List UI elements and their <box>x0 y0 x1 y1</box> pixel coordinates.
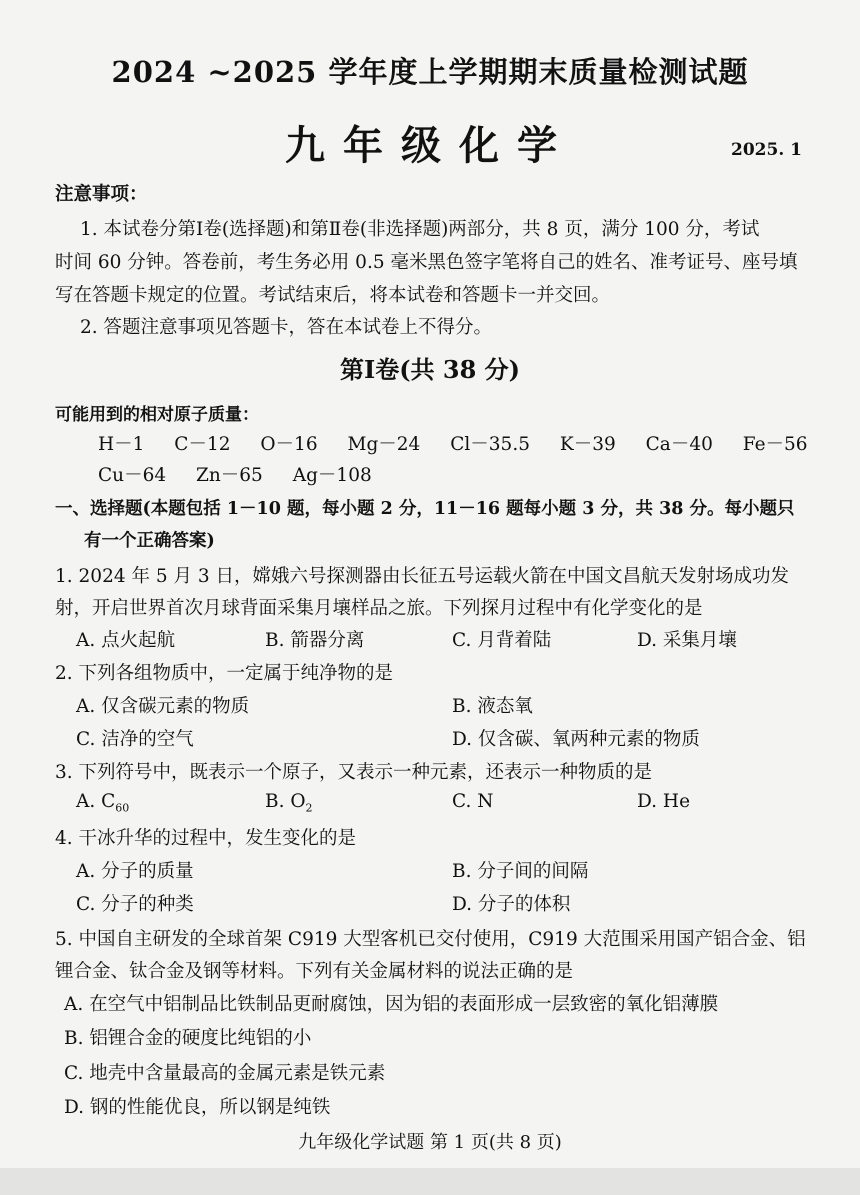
mass-ca: Ca－40 <box>645 434 713 455</box>
notice-item-1-line-2: 时间 60 分钟。答卷前，考生务必用 0.5 毫米黑色签字笔将自己的姓名、准考证号、座号填 <box>55 252 798 273</box>
q1-option-c: C. 月背着陆 <box>452 630 552 651</box>
atomic-masses-row-2 <box>98 461 396 487</box>
mass-cl: Cl－35.5 <box>450 434 530 455</box>
atomic-masses-heading: 可能用到的相对原子质量： <box>55 405 259 425</box>
question-3: 3. 下列符号中，既表示一个原子，又表示一种元素，还表示一种物质的是 <box>55 762 653 783</box>
mass-h: H－1 <box>98 434 145 455</box>
question-1-line-2: 射，开启世界首次月球背面采集月壤样品之旅。下列探月过程中有化学变化的是 <box>55 598 703 619</box>
question-5-line-1: 5. 中国自主研发的全球首架 C919 大型客机已交付使用，C919 大范围采用国产铝合金、铝 <box>55 929 806 950</box>
mass-zn: Zn－65 <box>196 465 263 486</box>
question-2: 2. 下列各组物质中，一定属于纯净物的是 <box>55 663 394 684</box>
q4-option-b: B. 分子间的间隔 <box>452 861 589 882</box>
q2-option-d: D. 仅含碳、氧两种元素的物质 <box>452 729 700 750</box>
q1-option-d: D. 采集月壤 <box>637 630 737 651</box>
q5-option-c: C. 地壳中含量最高的金属元素是铁元素 <box>64 1063 386 1084</box>
mass-cu: Cu－64 <box>98 465 167 486</box>
question-1-line-1: 1. 2024 年 5 月 3 日，嫦娥六号探测器由长征五号运载火箭在中国文昌航天发射场成功发 <box>55 566 790 587</box>
q3-option-d: D. He <box>637 791 691 812</box>
mass-o: O－16 <box>260 434 318 455</box>
part-1-heading-line-2: 有一个正确答案) <box>84 531 215 551</box>
q3-option-a <box>76 791 129 815</box>
exam-date: 2025. 1 <box>731 140 802 160</box>
notice-item-1-line-3: 写在答题卡规定的位置。考试结束后，将本试卷和答题卡一并交回。 <box>55 285 611 306</box>
mass-k: K－39 <box>559 434 616 455</box>
section-title: 第Ⅰ卷(共 38 分) <box>339 355 521 384</box>
mass-c: C－12 <box>174 434 231 455</box>
q4-option-d: D. 分子的体积 <box>452 894 571 915</box>
q3-option-b <box>265 791 313 815</box>
mass-fe: Fe－56 <box>742 434 808 455</box>
question-5-line-2: 锂合金、钛合金及钢等材料。下列有关金属材料的说法正确的是 <box>55 961 574 982</box>
notice-heading: 注意事项： <box>55 184 148 205</box>
bottom-margin-strip <box>0 1168 860 1195</box>
q3-option-a-subscript: 60 <box>115 801 130 815</box>
subject-title: 九年级化学 <box>285 122 575 169</box>
q1-option-a: A. 点火起航 <box>76 630 176 651</box>
q2-option-c: C. 洁净的空气 <box>76 729 194 750</box>
page-footer: 九年级化学试题 第 1 页(共 8 页) <box>298 1132 562 1153</box>
mass-ag: Ag－108 <box>292 465 372 486</box>
notice-item-1-line-1: 1. 本试卷分第Ⅰ卷(选择题)和第Ⅱ卷(非选择题)两部分，共 8 页，满分 100 分，考试 <box>80 219 760 240</box>
q3-option-b-subscript: 2 <box>305 801 313 815</box>
part-1-heading-line-1: 一、选择题(本题包括 1－10 题，每小题 2 分，11－16 题每小题 3 分，共 38 分。每小题只 <box>55 499 795 519</box>
q1-option-b: B. 箭器分离 <box>265 630 365 651</box>
exam-title: 2024 ~2025 学年度上学期期末质量检测试题 <box>111 55 749 89</box>
q4-option-a: A. 分子的质量 <box>76 861 194 882</box>
q2-option-a: A. 仅含碳元素的物质 <box>76 696 250 717</box>
q4-option-c: C. 分子的种类 <box>76 894 194 915</box>
q5-option-b: B. 铝锂合金的硬度比纯铝的小 <box>64 1028 312 1049</box>
q5-option-d: D. 钢的性能优良，所以钢是纯铁 <box>64 1097 331 1118</box>
q3-option-a-text: A. C <box>76 791 116 812</box>
question-4: 4. 干冰升华的过程中，发生变化的是 <box>55 828 357 849</box>
q3-option-c: C. N <box>452 791 494 812</box>
mass-mg: Mg－24 <box>347 434 421 455</box>
q2-option-b: B. 液态氧 <box>452 696 533 717</box>
atomic-masses-row-1 <box>98 430 832 456</box>
q5-option-a: A. 在空气中铝制品比铁制品更耐腐蚀，因为铝的表面形成一层致密的氧化铝薄膜 <box>64 994 719 1015</box>
notice-item-2: 2. 答题注意事项见答题卡，答在本试卷上不得分。 <box>80 317 493 338</box>
q3-option-b-text: B. O <box>265 791 306 812</box>
